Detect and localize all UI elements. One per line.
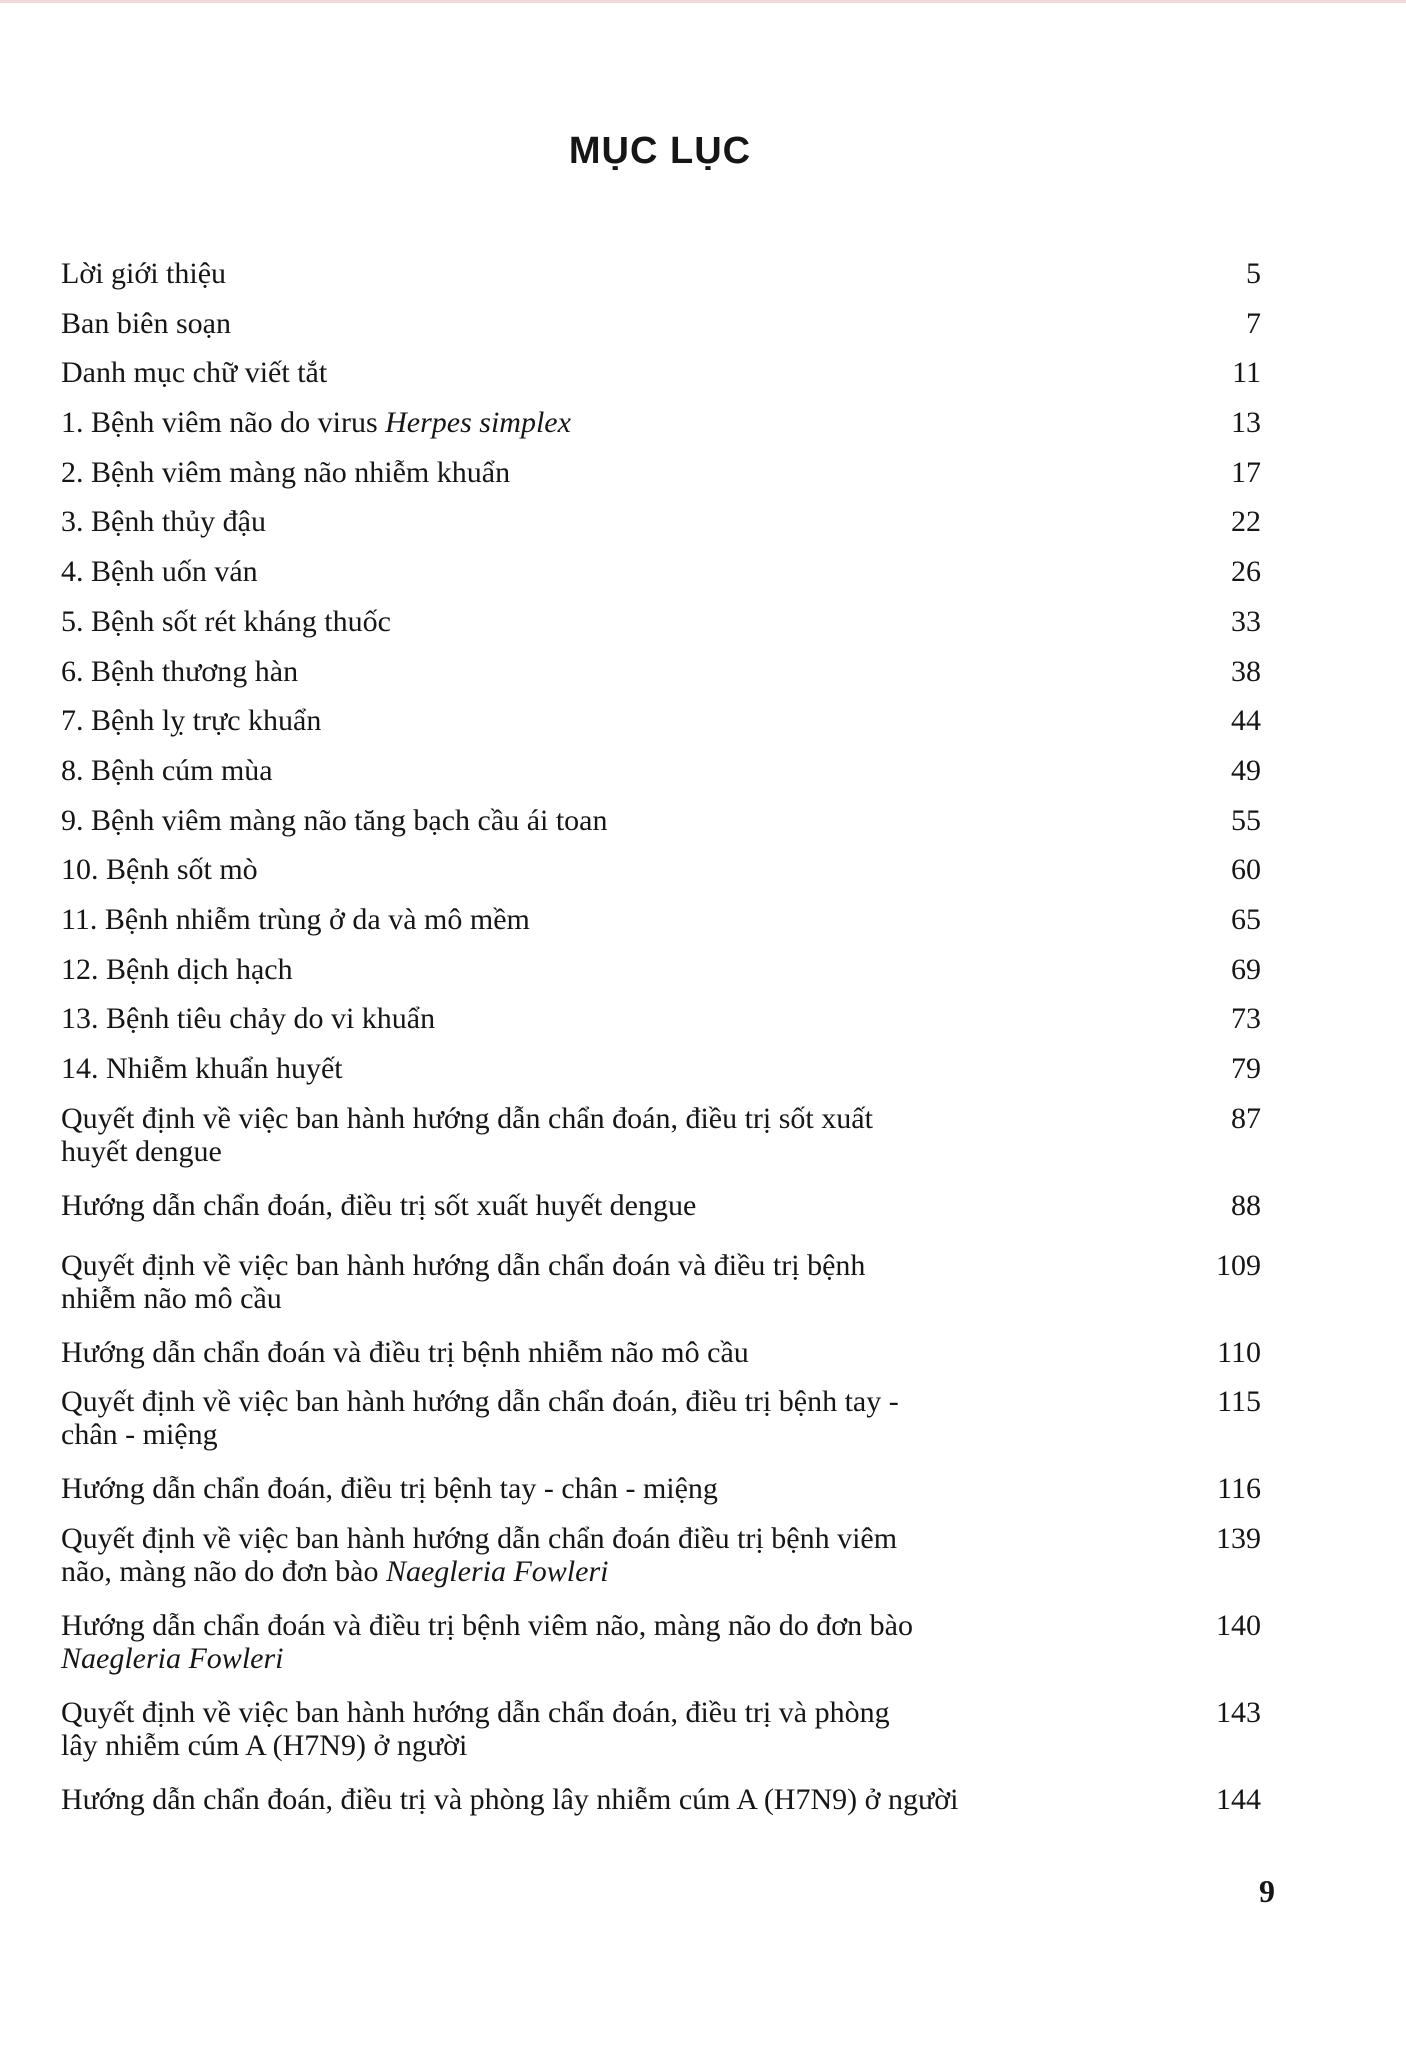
toc-entry-title: 2. Bệnh viêm màng não nhiễm khuẩn	[61, 455, 511, 489]
toc-entry-page: 88	[1231, 1188, 1261, 1222]
toc-entry-title: Danh mục chữ viết tắt	[61, 356, 328, 390]
toc-entry-title: Quyết định về việc ban hành hướng dẫn chẩn đoán và điều trị bệnh nhiễm não mô cầu	[61, 1248, 866, 1315]
toc-entry-page: 22	[1231, 505, 1261, 539]
toc-entry-title: 4. Bệnh uốn ván	[61, 555, 258, 589]
toc-entry-title: Ban biên soạn	[61, 306, 231, 340]
toc-entry[interactable]	[61, 505, 1261, 555]
toc-entry[interactable]	[61, 1472, 1261, 1522]
toc-entry-page: 44	[1231, 704, 1261, 738]
toc-entry-title: Hướng dẫn chẩn đoán, điều trị bệnh tay - chân - miệng	[61, 1472, 718, 1506]
toc-entry-page: 17	[1231, 455, 1261, 489]
toc-entry[interactable]	[61, 406, 1261, 456]
toc-entry-page: 115	[1217, 1385, 1261, 1419]
toc-entry-page: 116	[1217, 1472, 1261, 1506]
toc-entry-title: 3. Bệnh thủy đậu	[61, 505, 266, 539]
toc-entry[interactable]	[61, 1002, 1261, 1052]
toc-entry-page: 79	[1231, 1052, 1261, 1085]
toc-entry-page: 140	[1216, 1609, 1261, 1643]
toc-entry-page: 11	[1232, 356, 1261, 390]
toc-entry[interactable]	[61, 704, 1261, 754]
toc-entry-title: 13. Bệnh tiêu chảy do vi khuẩn	[61, 1002, 436, 1036]
toc-entry-title: 12. Bệnh dịch hạch	[61, 952, 293, 986]
toc-entry-title: 9. Bệnh viêm màng não tăng bạch cầu ái toan	[61, 803, 608, 837]
toc-entry[interactable]	[61, 1609, 1261, 1696]
toc-entry-page: 143	[1216, 1696, 1261, 1730]
page-title: MỤC LỤC	[568, 130, 752, 172]
toc-entry-page: 13	[1231, 406, 1261, 440]
toc-entry[interactable]	[61, 1783, 1261, 1833]
toc-entry[interactable]	[61, 1522, 1261, 1609]
toc-entry-page: 110	[1217, 1335, 1261, 1369]
toc-entry[interactable]	[61, 1189, 1261, 1249]
toc-entry-title: Quyết định về việc ban hành hướng dẫn chẩn đoán, điều trị bệnh tay - chân - miệng	[61, 1385, 899, 1452]
toc-entry-title: Hướng dẫn chẩn đoán và điều trị bệnh viêm não, màng não do đơn bào Naegleria Fowleri	[61, 1609, 913, 1676]
toc-entry-page: 87	[1231, 1101, 1261, 1135]
toc-entry[interactable]	[61, 307, 1261, 357]
toc-entry-page: 69	[1231, 952, 1261, 986]
toc-entry[interactable]	[61, 356, 1261, 406]
toc-entry[interactable]	[61, 853, 1261, 903]
page-number: 9	[1259, 1873, 1275, 1909]
toc-entry-page: 139	[1216, 1522, 1261, 1556]
toc-entry-title: 11. Bệnh nhiễm trùng ở da và mô mềm	[61, 902, 530, 936]
toc-entry-page: 26	[1231, 555, 1261, 589]
toc-entry-title: 8. Bệnh cúm mùa	[61, 753, 273, 787]
toc-entry[interactable]	[61, 1696, 1261, 1783]
toc-entry-page: 109	[1216, 1248, 1261, 1282]
toc-entry[interactable]	[61, 953, 1261, 1003]
toc-entry-page: 49	[1231, 753, 1261, 787]
toc-entry[interactable]	[61, 1249, 1261, 1336]
toc-entry-page: 5	[1246, 257, 1261, 290]
toc-entry-title: Hướng dẫn chẩn đoán, điều trị và phòng lây nhiễm cúm A (H7N9) ở người	[61, 1783, 959, 1817]
toc-entry-title: Quyết định về việc ban hành hướng dẫn chẩn đoán, điều trị sốt xuất huyết dengue	[61, 1101, 873, 1168]
toc-entry-page: 144	[1216, 1783, 1261, 1817]
toc-entry-title: Hướng dẫn chẩn đoán, điều trị sốt xuất huyết dengue	[61, 1188, 697, 1222]
toc-entry-page: 38	[1231, 654, 1261, 688]
toc-entry-title: 10. Bệnh sốt mò	[61, 853, 258, 887]
toc-entry-title: 5. Bệnh sốt rét kháng thuốc	[61, 604, 391, 638]
toc-entry-title: 1. Bệnh viêm não do virus Herpes simplex	[61, 406, 571, 440]
toc-entry[interactable]	[61, 1336, 1261, 1386]
table-of-contents	[61, 257, 1261, 1833]
toc-entry-title: Quyết định về việc ban hành hướng dẫn chẩn đoán điều trị bệnh viêm não, màng não do đơn bào Naegleria Fowleri	[61, 1522, 898, 1589]
toc-entry[interactable]	[61, 555, 1261, 605]
toc-entry[interactable]	[61, 1102, 1261, 1189]
toc-entry-title: Hướng dẫn chẩn đoán và điều trị bệnh nhiễm não mô cầu	[61, 1335, 749, 1369]
toc-entry[interactable]	[61, 1385, 1261, 1472]
toc-entry-page: 73	[1231, 1002, 1261, 1036]
toc-entry-title: 14. Nhiễm khuẩn huyết	[61, 1052, 343, 1085]
toc-entry[interactable]	[61, 903, 1261, 953]
toc-entry-title: 6. Bệnh thương hàn	[61, 654, 299, 688]
toc-entry-page: 33	[1231, 604, 1261, 638]
toc-entry[interactable]	[61, 804, 1261, 854]
toc-entry[interactable]	[61, 655, 1261, 705]
toc-entry-title: Lời giới thiệu	[61, 257, 227, 290]
toc-entry-page: 55	[1231, 803, 1261, 837]
toc-entry[interactable]	[61, 257, 1261, 307]
toc-entry-title: 7. Bệnh lỵ trực khuẩn	[61, 704, 322, 738]
toc-entry-page: 60	[1231, 853, 1261, 887]
toc-entry-title: Quyết định về việc ban hành hướng dẫn chẩn đoán, điều trị và phòng lây nhiễm cúm A (H7N9) ở người	[61, 1696, 890, 1763]
toc-entry-page: 7	[1246, 306, 1261, 340]
toc-entry[interactable]	[61, 605, 1261, 655]
toc-entry[interactable]	[61, 456, 1261, 506]
toc-entry[interactable]	[61, 1052, 1261, 1102]
toc-entry-page: 65	[1231, 902, 1261, 936]
toc-entry[interactable]	[61, 754, 1261, 804]
